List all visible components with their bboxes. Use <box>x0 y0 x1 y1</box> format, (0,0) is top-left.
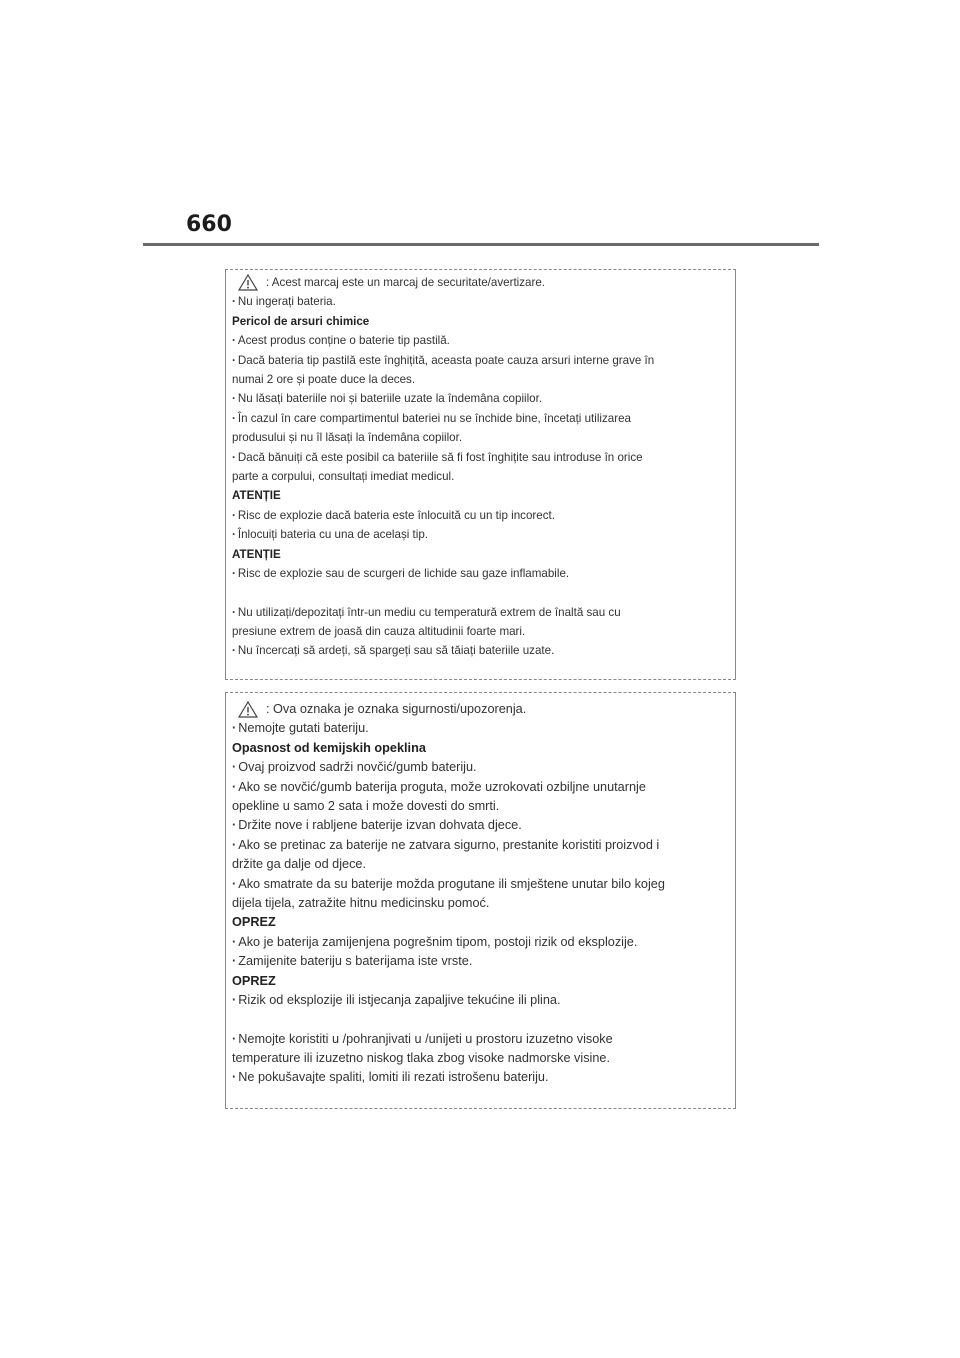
bullet-item: · Înlocuiți bateria cu una de același tip. <box>232 525 729 544</box>
bullet-item: · Dacă bateria tip pastilă este înghițită, aceasta poate cauza arsuri interne grave în <box>232 351 729 370</box>
bullet-item: · În cazul în care compartimentul bateriei nu se închide bine, încetați utilizarea <box>232 409 729 428</box>
bullet-item: · Ovaj proizvod sadrži novčić/gumb bateriju. <box>232 758 729 777</box>
continuation-line: temperature ili izuzetno niskog tlaka zbog visoke nadmorske visine. <box>232 1050 610 1065</box>
romanian-items <box>232 292 729 660</box>
bullet-item: · Risc de explozie sau de scurgeri de lichide sau gaze inflamabile. <box>232 564 729 583</box>
continuation-line: presiune extrem de joasă din cauza altitudinii foarte mari. <box>232 624 526 638</box>
bullet-item: · Dacă bănuiți că este posibil ca bateriile să fi fost înghițite sau introduse în orice <box>232 448 729 467</box>
spacer <box>232 584 729 603</box>
warning-intro-text: : Acest marcaj este un marcaj de securitate/avertizare. <box>266 276 546 289</box>
bullet-item: · Risc de explozie dacă bateria este înlocuită cu un tip incorect. <box>232 506 729 525</box>
section-heading: Pericol de arsuri chimice <box>232 314 370 328</box>
header-rule <box>143 243 819 246</box>
bullet-item: · Zamijenite bateriju s baterijama iste vrste. <box>232 952 729 971</box>
bullet-item: · Ako se novčić/gumb baterija proguta, može uzrokovati ozbiljne unutarnje <box>232 778 729 797</box>
bullet-item: · Rizik od eksplozije ili istjecanja zapaljive tekućine ili plina. <box>232 991 729 1010</box>
bullet-item: · Ako se pretinac za baterije ne zatvara sigurno, prestanite koristiti proizvod i <box>232 836 729 855</box>
croatian-items <box>232 719 729 1087</box>
continuation-line: dijela tijela, zatražite hitnu medicinsku pomoć. <box>232 896 490 911</box>
bullet-item: · Nu ingerați bateria. <box>232 292 729 311</box>
bullet-item: · Nu lăsați bateriile noi și bateriile uzate la îndemâna copiilor. <box>232 389 729 408</box>
bullet-item: · Ako je baterija zamijenjena pogrešnim tipom, postoji rizik od eksplozije. <box>232 933 729 952</box>
warning-triangle-icon <box>238 274 258 291</box>
warning-intro-line <box>232 700 729 719</box>
warning-intro-text: : Ova oznaka je oznaka sigurnosti/upozorenja. <box>266 702 527 716</box>
section-heading: Opasnost od kemijskih opeklina <box>232 740 426 755</box>
bullet-item: · Nu încercați să ardeți, să spargeți sau să tăiați bateriile uzate. <box>232 641 729 660</box>
bullet-item: · Ako smatrate da su baterije možda progutane ili smještene unutar bilo kojeg <box>232 875 729 894</box>
bullet-item: · Acest produs conține o baterie tip pastilă. <box>232 331 729 350</box>
romanian-warning-box <box>225 269 736 680</box>
croatian-warning-box <box>225 692 736 1109</box>
continuation-line: numai 2 ore și poate duce la deces. <box>232 373 416 387</box>
bullet-item: · Nemojte gutati bateriju. <box>232 719 729 738</box>
section-heading: ATENȚIE <box>232 489 281 503</box>
continuation-line: opekline u samo 2 sata i može dovesti do smrti. <box>232 799 500 814</box>
continuation-line: produsului și nu îl lăsați la îndemâna copiilor. <box>232 431 463 445</box>
page-number: 660 <box>186 212 232 237</box>
section-heading: OPREZ <box>232 915 276 930</box>
spacer <box>232 1011 729 1030</box>
continuation-line: parte a corpului, consultați imediat medicul. <box>232 470 455 484</box>
bullet-item: · Nemojte koristiti u /pohranjivati u /unijeti u prostoru izuzetno visoke <box>232 1030 729 1049</box>
section-heading: OPREZ <box>232 973 276 988</box>
bullet-item: · Nu utilizați/depozitați într-un mediu cu temperatură extrem de înaltă sau cu <box>232 603 729 622</box>
continuation-line: držite ga dalje od djece. <box>232 857 367 872</box>
bullet-item: · Ne pokušavajte spaliti, lomiti ili rezati istrošenu bateriju. <box>232 1068 729 1087</box>
warning-triangle-icon <box>238 701 258 718</box>
section-heading: ATENȚIE <box>232 547 281 561</box>
warning-intro-line <box>232 273 729 292</box>
bullet-item: · Držite nove i rabljene baterije izvan dohvata djece. <box>232 816 729 835</box>
